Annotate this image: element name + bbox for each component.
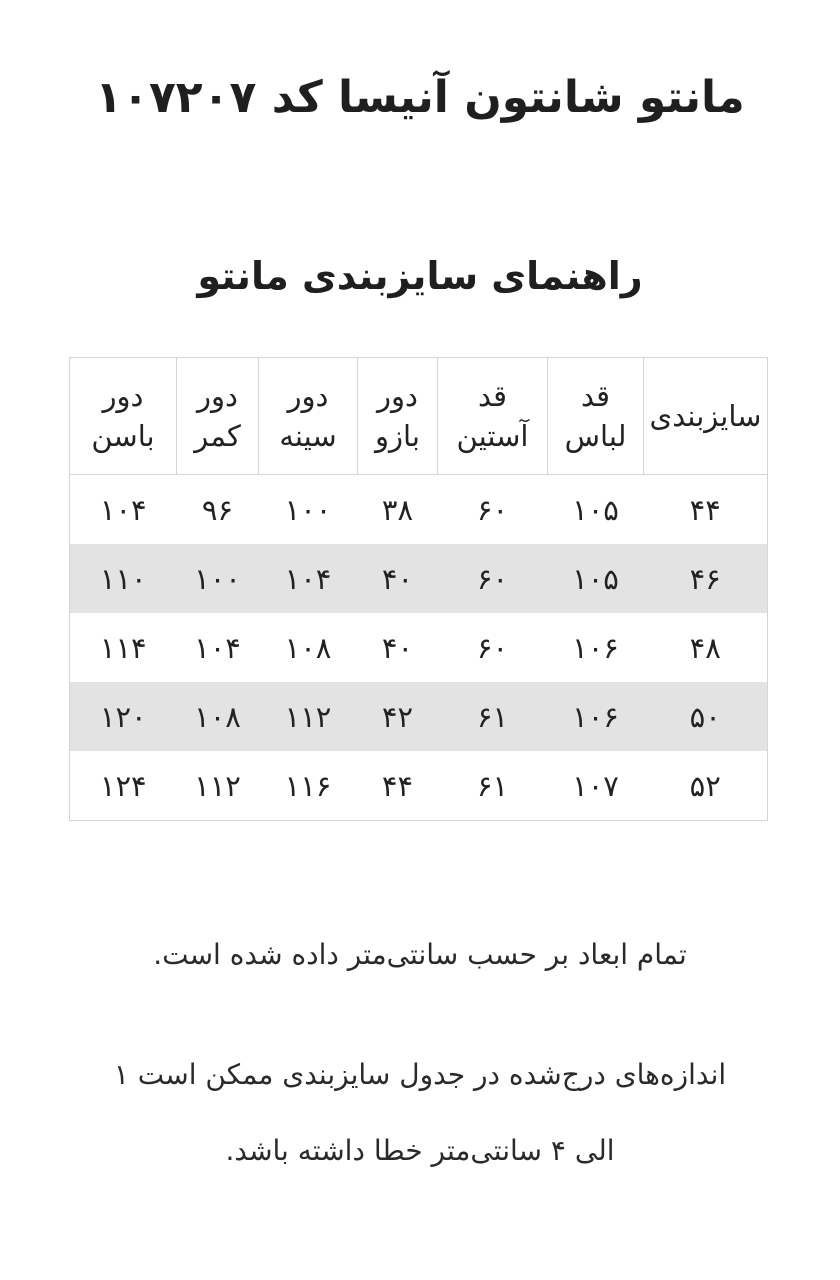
header-chest-line1: دور — [287, 379, 329, 413]
cell-chest: ۱۱۲ — [259, 682, 358, 751]
cell-chest: ۱۰۰ — [284, 492, 332, 527]
cell-arm: ۳۸ — [381, 492, 414, 527]
cell-hip: ۱۲۰ — [70, 682, 177, 751]
header-waist-line1: دور — [197, 379, 238, 413]
cell-size: ۵۰ — [644, 682, 768, 751]
cell-sleeve-length: ۶۰ — [476, 492, 509, 527]
table-row — [70, 613, 768, 682]
cell-sleeve-length: ۶۰ — [438, 544, 548, 613]
cell-chest: ۱۱۶ — [284, 768, 332, 803]
header-arm-circumference — [358, 358, 438, 475]
header-waist-line2: کمر — [194, 419, 241, 453]
cell-size: ۵۲ — [689, 768, 721, 803]
cell-hip: ۱۱۰ — [70, 544, 177, 613]
cell-size: ۴۸ — [689, 630, 721, 665]
cell-hip: ۱۲۴ — [99, 768, 147, 803]
header-arm-line1: دور — [377, 379, 418, 413]
header-sleeve-length — [438, 358, 548, 475]
header-hip-line1: دور — [102, 379, 144, 413]
header-hip-circumference — [70, 358, 177, 475]
page-title: مانتو شانتون آنیسا کد ۱۰۷۲۰۷ — [95, 72, 745, 123]
cell-arm: ۴۴ — [381, 768, 414, 803]
table-row — [70, 751, 768, 821]
cell-sleeve-length: ۶۱ — [438, 682, 548, 751]
header-garment-length-line1: قد — [580, 379, 611, 413]
header-arm-line2: بازو — [375, 419, 420, 453]
cell-garment-length: ۱۰۶ — [548, 682, 644, 751]
note-tolerance-line2: الی ۴ سانتی‌متر خطا داشته باشد. — [225, 1134, 615, 1167]
table-row — [70, 475, 768, 545]
header-hip-line2: باسن — [91, 419, 155, 453]
cell-hip: ۱۱۴ — [99, 630, 147, 665]
table-row — [70, 544, 768, 613]
header-sleeve-length-line1: قد — [477, 379, 508, 413]
cell-garment-length: ۱۰۵ — [572, 492, 619, 527]
cell-garment-length: ۱۰۶ — [572, 630, 619, 665]
cell-waist: ۱۰۸ — [177, 682, 259, 751]
cell-waist: ۱۱۲ — [194, 768, 241, 803]
cell-sleeve-length: ۶۰ — [476, 630, 509, 665]
note-tolerance-line1: اندازه‌های درج‌شده در جدول سایزبندی ممکن است ۱ — [113, 1058, 727, 1091]
cell-waist: ۱۰۴ — [194, 630, 241, 665]
header-garment-length-line2: لباس — [564, 419, 627, 453]
table-row — [70, 682, 768, 751]
cell-size: ۴۶ — [644, 544, 768, 613]
cell-garment-length: ۱۰۵ — [548, 544, 644, 613]
cell-chest: ۱۰۸ — [284, 630, 332, 665]
header-waist-circumference — [177, 358, 259, 475]
cell-garment-length: ۱۰۷ — [572, 768, 619, 803]
cell-arm: ۴۰ — [381, 630, 414, 665]
header-garment-length — [548, 358, 644, 475]
header-size: سایزبندی — [644, 358, 768, 475]
table-header-row — [70, 358, 768, 475]
cell-arm: ۴۰ — [358, 544, 438, 613]
cell-sleeve-length: ۶۱ — [476, 768, 509, 803]
cell-waist: ۹۶ — [201, 492, 234, 527]
size-guide-title: راهنمای سایزبندی مانتو — [197, 254, 643, 298]
cell-chest: ۱۰۴ — [259, 544, 358, 613]
size-chart-table — [69, 357, 768, 821]
note-units: تمام ابعاد بر حسب سانتی‌متر داده شده است. — [153, 938, 687, 971]
cell-size: ۴۴ — [689, 492, 721, 527]
cell-waist: ۱۰۰ — [177, 544, 259, 613]
cell-hip: ۱۰۴ — [99, 492, 147, 527]
header-chest-line2: سینه — [279, 419, 337, 453]
cell-arm: ۴۲ — [358, 682, 438, 751]
header-sleeve-length-line2: آستین — [456, 419, 529, 453]
header-chest-circumference — [259, 358, 358, 475]
